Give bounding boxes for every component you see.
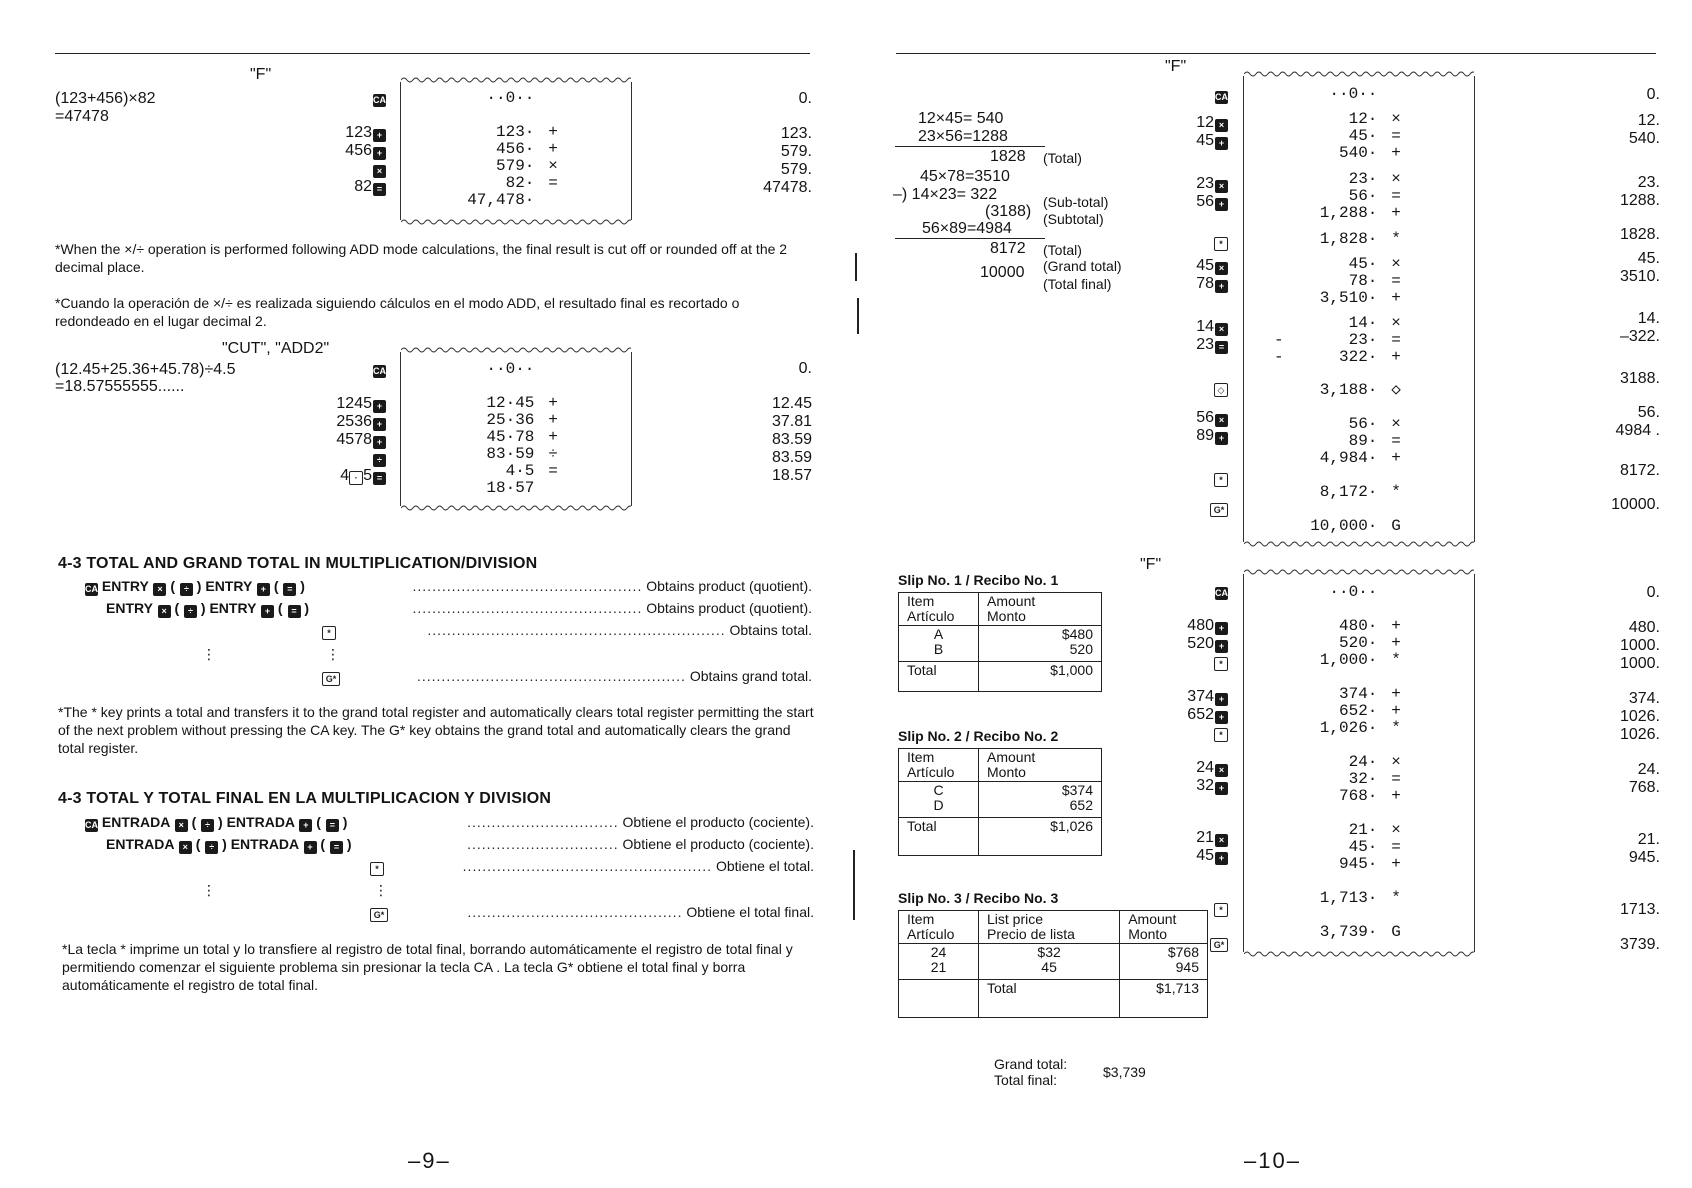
- display-value: 83.59: [771, 431, 812, 448]
- printer-tape-2: [400, 352, 632, 506]
- key-sequence-3: CA 12 × 45 + 23 × 56 + * 45 × 78 + 14 × 23 = ◇ 56 × 89 + * G*: [1196, 92, 1228, 515]
- section-heading-spanish: 4-3 TOTAL Y TOTAL FINAL EN LA MULTIPLICACION Y DIVISION: [58, 790, 552, 807]
- tape-op: +: [548, 428, 558, 446]
- example-formula-2: (12.45+25.36+45.78)÷4.5: [55, 361, 236, 378]
- equals-key-icon: =: [373, 472, 386, 485]
- calc-line: –) 14×23= 322: [893, 186, 998, 203]
- instruction-desc: ............................................................. Obtains total.: [427, 622, 812, 638]
- page-number-right: –10–: [1244, 1148, 1301, 1173]
- instruction-row: ENTRADA × ( ÷ ) ENTRADA + ( = ): [106, 836, 352, 852]
- tape-op: =: [548, 462, 558, 480]
- grand-total-value: $3,739: [1103, 1064, 1146, 1080]
- total-key-icon: *: [322, 622, 336, 640]
- instruction-desc: ............................................ Obtiene el total final.: [467, 904, 814, 920]
- instruction-desc: ............................... Obtiene el producto (cociente).: [467, 836, 814, 852]
- instruction-row: ENTRY × ( ÷ ) ENTRY + ( = ): [106, 600, 310, 616]
- tape-op: +: [548, 140, 558, 158]
- ca-key-icon: CA: [373, 366, 386, 376]
- key-sequence-1: CA 123 + 456 + × 82 =: [345, 95, 386, 195]
- instruction-desc: ....................................................... Obtains grand total.: [416, 668, 812, 684]
- tape-line: ··0··: [486, 360, 535, 378]
- tape-line: 45·78: [486, 428, 535, 446]
- total-key-icon: *: [370, 858, 384, 876]
- tape-line: 4·5: [505, 462, 535, 480]
- display-column-2: [710, 360, 812, 485]
- tape-line: 82·: [505, 174, 535, 192]
- mode-label: "F": [250, 66, 272, 83]
- plus-key-icon: +: [373, 400, 386, 413]
- example-result-2: =18.57555555......: [55, 378, 185, 395]
- calc-line: 10000: [980, 264, 1025, 281]
- tape-op: ×: [548, 157, 558, 175]
- page-number-left: –9–: [408, 1148, 451, 1173]
- instruction-row: CA ENTRADA × ( ÷ ) ENTRADA + ( = ): [85, 814, 348, 830]
- display-value: 0.: [798, 90, 812, 107]
- tape-line: ··0··: [486, 89, 535, 107]
- instruction-desc: ............................................... Obtains product (quotient).: [412, 600, 812, 616]
- calc-label: (Total final): [1043, 276, 1112, 292]
- slip-title: Slip No. 3 / Recibo No. 3: [898, 890, 1059, 906]
- calc-line: (3188): [985, 203, 1032, 220]
- plus-key-icon: +: [373, 129, 386, 142]
- equals-key-icon: =: [373, 183, 386, 196]
- tape-op: ÷: [548, 445, 558, 463]
- plus-key-icon: +: [373, 147, 386, 160]
- tape-line: 18·57: [486, 479, 535, 497]
- instruction-desc: ............................... Obtiene el producto (cociente).: [467, 814, 814, 830]
- tape-line: 47,478·: [467, 191, 535, 209]
- printer-tape-4: ··0·· 480· + 520· + 1,000· * 374· + 652· + 1,026· * 24· × 32· = 768· + 21· × 45· = 945· + 1,713· * 3,739· G: [1243, 574, 1475, 952]
- ellipsis-vertical: ⋮: [202, 882, 216, 898]
- display-value: 579.: [780, 143, 812, 160]
- display-value: 123.: [780, 125, 812, 142]
- calc-underline: [895, 146, 1045, 147]
- slip-table-1: Item Artículo Amount Monto A B $480 520 Total $1,000: [898, 592, 1102, 692]
- section-note-spanish: *La tecla * imprime un total y lo transfiere al registro de total final, borrando automáticamente el registro de total final y permitiendo comenzar el siguiente problema sin presionar la tecla CA . La tecla G* obtiene el total final y borra automáticamente el registro de total final.: [62, 941, 793, 993]
- calc-line: 56×89=4984: [922, 220, 1012, 237]
- key-sequence-2: CA 1245 + 2536 + 4578 + ÷ 4 · 5 =: [336, 366, 386, 484]
- tape-op: +: [548, 394, 558, 412]
- instruction-desc: ............................................... Obtains product (quotient).: [412, 578, 812, 594]
- multiply-key-icon: ×: [373, 165, 386, 178]
- display-value: 18.57: [771, 467, 812, 484]
- grand-total-key-icon: G*: [322, 668, 340, 686]
- instruction-row: CA ENTRY × ( ÷ ) ENTRY + ( = ): [85, 578, 305, 594]
- calc-line: 1828: [990, 148, 1026, 165]
- calc-label: (Total): [1043, 150, 1082, 166]
- plus-key-icon: +: [373, 436, 386, 449]
- display-value: 579.: [780, 161, 812, 178]
- divide-key-icon: ÷: [373, 454, 386, 467]
- tape-line: 12·45: [486, 394, 535, 412]
- section-heading-english: 4-3 TOTAL AND GRAND TOTAL IN MULTIPLICATION/DIVISION: [58, 555, 538, 572]
- tape-op: +: [548, 123, 558, 141]
- mode-label-2: "CUT", "ADD2": [222, 340, 330, 357]
- tape-line: 123·: [496, 123, 535, 141]
- display-column-1: [710, 90, 812, 197]
- top-rule-right: [896, 53, 1656, 54]
- calc-line: 45×78=3510: [920, 168, 1010, 185]
- display-value: 0.: [798, 360, 812, 377]
- top-rule-left: [55, 53, 810, 54]
- slip-table-2: Item Artículo Amount Monto C D $374 652 Total $1,026: [898, 748, 1102, 856]
- margin-bar: [857, 298, 859, 334]
- ellipsis-vertical: ⋮: [326, 646, 340, 662]
- key-sequence-4: CA 480 + 520 + * 374 + 652 + * 24 × 32 + 21 × 45 + * G*: [1187, 588, 1228, 950]
- grand-total-label: Grand total: Total final:: [994, 1056, 1068, 1088]
- calc-label: (Sub-total): [1043, 194, 1109, 210]
- example-formula: (123+456)×82: [55, 90, 156, 107]
- tape-op: =: [548, 174, 558, 192]
- note-english: *When the ×/÷ operation is performed following ADD mode calculations, the final result is cut off or rounded off at the 2 decimal place.: [55, 241, 788, 275]
- margin-bar: [853, 850, 855, 920]
- display-column-3: 0. 12. 540. 23. 1288. 1828. 45. 3510. 14. –322. 3188. 56. 4984 . 8172. 10000.: [1611, 86, 1660, 513]
- ellipsis-vertical: ⋮: [374, 882, 388, 898]
- tape-line: 579·: [496, 157, 535, 175]
- ellipsis-vertical: ⋮: [202, 646, 216, 662]
- printer-tape-3: ··0·· 12· × 45· = 540· + 23· × 56· = 1,288· + 1,828· * 45· × 78· = 3,510· + 14· × - 23· = - 322· + 3,188· ◇ 56· × 89· = 4,984· + 8,172· * 10,000· G: [1243, 76, 1475, 542]
- instruction-desc: ................................................... Obtiene el total.: [462, 858, 814, 874]
- calc-line: 23×56=1288: [918, 128, 1008, 145]
- calc-line: 8172: [990, 240, 1026, 257]
- display-value: 83.59: [771, 449, 812, 466]
- slip-title: Slip No. 1 / Recibo No. 1: [898, 572, 1059, 588]
- calc-line: 12×45= 540: [918, 110, 1004, 127]
- plus-key-icon: +: [373, 418, 386, 431]
- printer-tape-1: [400, 82, 632, 220]
- mode-label-right-2: "F": [1140, 556, 1162, 573]
- tape-line: 25·36: [486, 411, 535, 429]
- display-value: 47478.: [763, 179, 812, 196]
- calc-label: (Grand total): [1043, 258, 1122, 274]
- decimal-key-icon: ·: [349, 471, 363, 485]
- tape-line: 83·59: [486, 445, 535, 463]
- mode-label-right: "F": [1165, 58, 1187, 75]
- calc-underline: [895, 238, 1045, 239]
- tape-line: 456·: [496, 140, 535, 158]
- margin-bar: [855, 253, 857, 281]
- tape-op: +: [548, 411, 558, 429]
- grand-total-key-icon: G*: [370, 904, 388, 922]
- section-note-english: *The * key prints a total and transfers it to the grand total register and automatically clears total register permitting the start of the next problem without pressing the CA key. The G* key obtains the grand total and automatically clears the grand total register.: [58, 704, 814, 756]
- ca-key-icon: CA: [373, 95, 386, 105]
- calc-label: (Subtotal): [1043, 211, 1104, 227]
- display-value: 12.45: [771, 395, 812, 412]
- display-column-4: 0. 480. 1000. 1000. 374. 1026. 1026. 24. 768. 21. 945. 1713. 3739.: [1619, 584, 1660, 953]
- slip-table-3: Item Artículo List price Precio de lista Amount Monto 24 21 $32 45 $768 945 Total $1,713: [898, 910, 1208, 1018]
- calc-label: (Total): [1043, 242, 1082, 258]
- note-spanish: *Cuando la operación de ×/÷ es realizada siguiendo cálculos en el modo ADD, el resultado final es recortado o redondeado en el lugar decimal 2.: [55, 295, 740, 329]
- slip-title: Slip No. 2 / Recibo No. 2: [898, 728, 1059, 744]
- example-result: =47478: [55, 108, 109, 125]
- display-value: 37.81: [771, 413, 812, 430]
